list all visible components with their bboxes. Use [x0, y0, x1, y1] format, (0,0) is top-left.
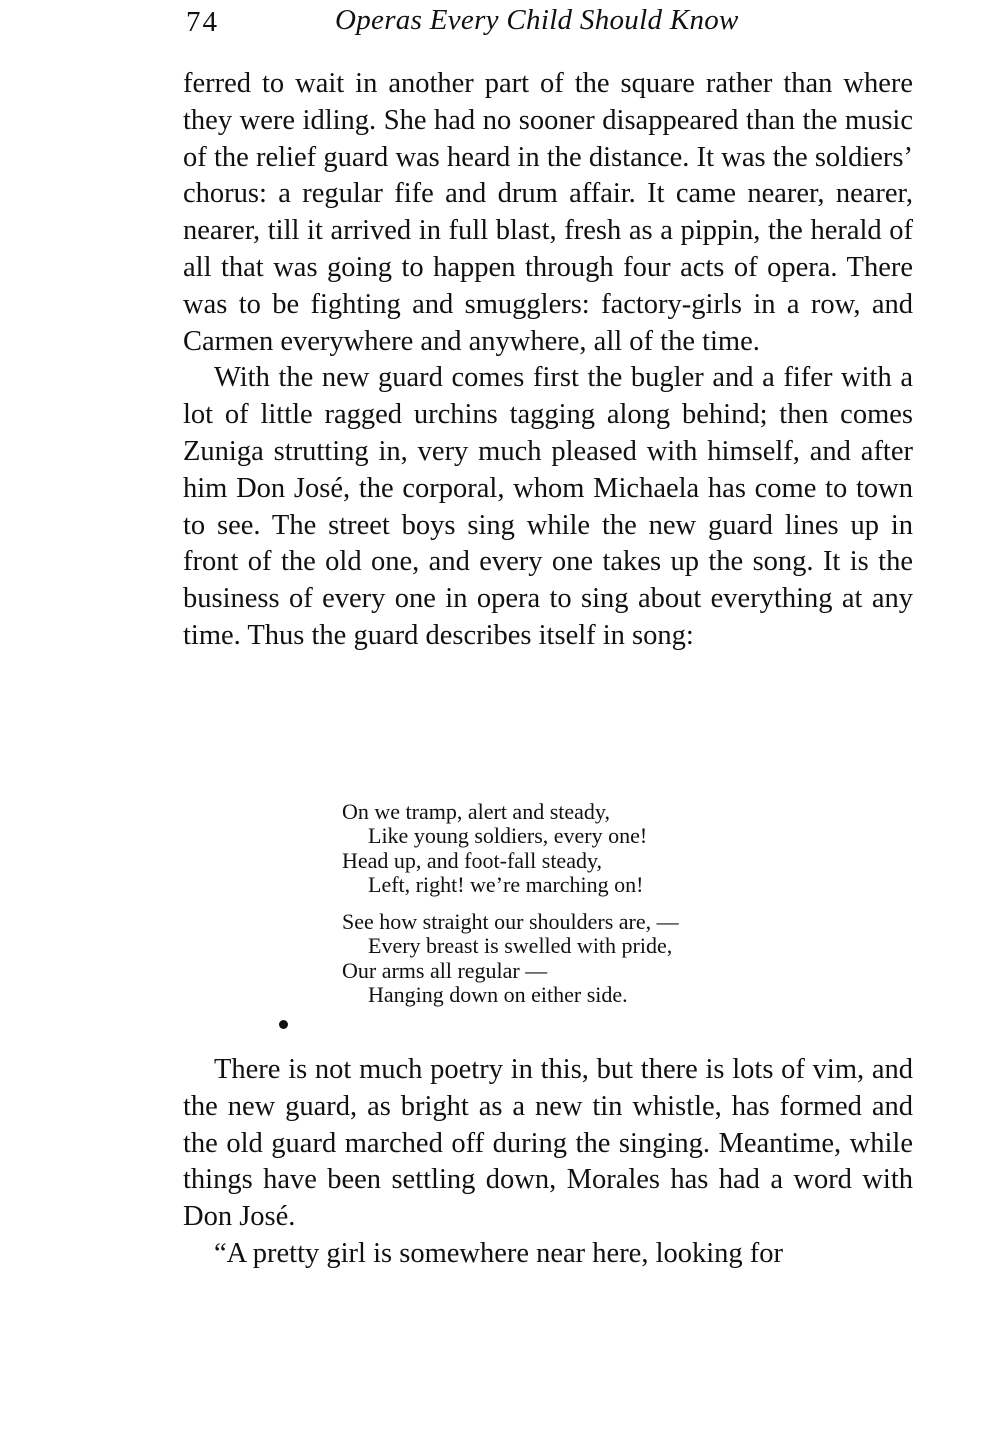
page-number: 74 — [186, 6, 219, 38]
paragraph-continued: ferred to wait in another part of the square rather than where they were idling. She had no sooner disappeared than the music of the relief guard was heard in the distance. It was the soldiers’ chorus: a regular fife and drum affair. It came nearer, nearer, nearer, till it arrived in full blast, fresh as a pippin, the herald of all that was going to happen through four acts of opera. There was to be fighting and smugglers: factory-girls in a row, and Carmen everywhere and anywhere, all of the time. — [183, 68, 913, 357]
verse-line: Hanging down on either side. — [368, 982, 628, 1008]
body-text-top — [183, 66, 913, 655]
paragraph-quote: “A pretty girl is somewhere near here, looking for — [214, 1237, 784, 1269]
paragraph-new-guard: With the new guard comes first the bugler and a fifer with a lot of little ragged urchins tagging along behind; then comes Zuniga strutting in, very much pleased with himself, and after him Don José, the corporal, whom Michaela has come to town to see. The street boys sing while the new guard lines up in front of the old one, and every one takes up the song. It is the business of every one in opera to sing about everything at any time. Thus the guard describes itself in song: — [183, 362, 913, 651]
verse-line: Every breast is swelled with pride, — [368, 933, 673, 959]
verse-line: Our arms all regular — — [342, 957, 548, 983]
verse-line: Head up, and foot-fall steady, — [342, 847, 603, 873]
print-speck-mark — [279, 1020, 288, 1029]
song-verse — [342, 800, 762, 1020]
verse-line: Left, right! we’re marching on! — [368, 871, 644, 897]
running-title: Operas Every Child Should Know — [335, 4, 739, 36]
verse-stanza-2 — [342, 910, 762, 1007]
paragraph-poetry: There is not much poetry in this, but there is lots of vim, and the new guard, as bright as a new tin whistle, has formed and the old guard marched off during the singing. Meantime, while things have been settling down, Morales has had a word with Don José. — [183, 1054, 913, 1233]
verse-line: See how straight our shoulders are, — — [342, 909, 679, 935]
verse-line: Like young soldiers, every one! — [368, 823, 648, 849]
body-text-bottom — [183, 1052, 913, 1273]
verse-line: On we tramp, alert and steady, — [342, 799, 610, 824]
verse-stanza-1 — [342, 800, 762, 897]
